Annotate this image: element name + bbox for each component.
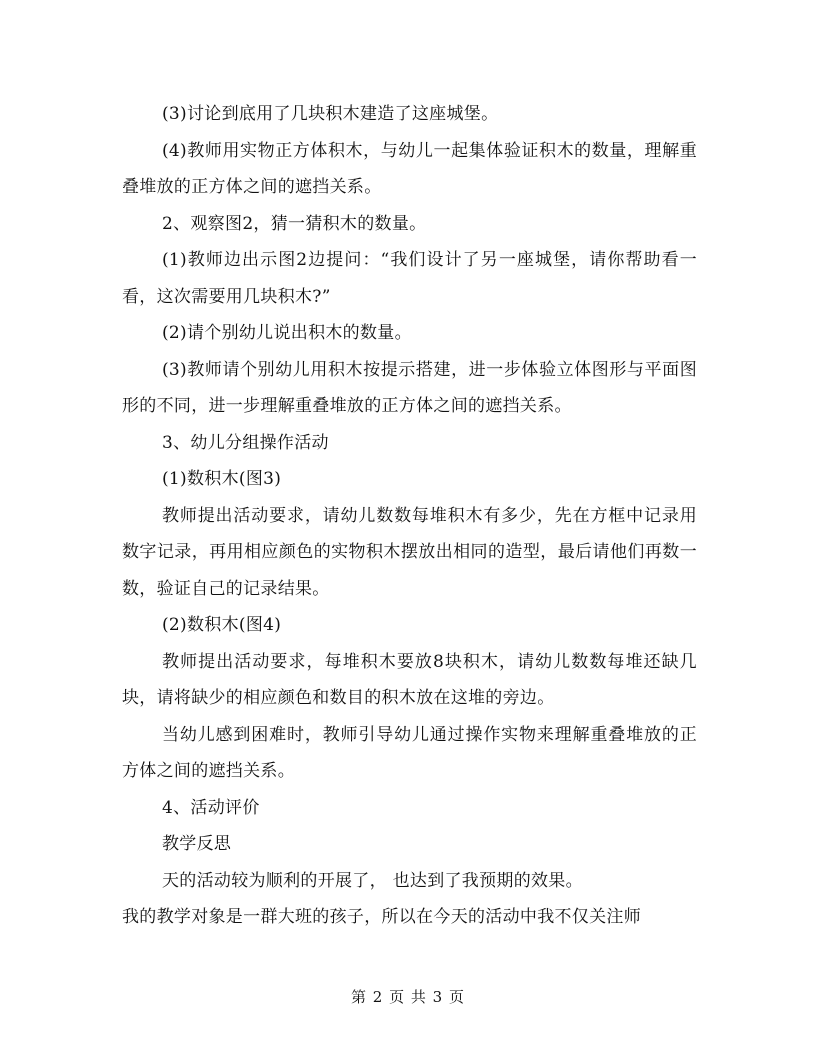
paragraph: (3)讨论到底用了几块积木建造了这座城堡。	[162, 104, 499, 124]
paragraph: (1)教师边出示图2边提问：“我们设计了另一座城堡，请你帮助看一看，这次需要用几块积木?”	[122, 250, 697, 307]
section-heading: 3、幼儿分组操作活动	[162, 432, 329, 453]
paragraph: (2)请个别幼儿说出积木的数量。	[162, 323, 412, 343]
total-pages-number: 3	[432, 988, 444, 1006]
document-body	[122, 96, 697, 936]
paragraph: (1)数积木(图3)	[162, 469, 282, 489]
section-heading: 教学反思	[162, 834, 232, 854]
page-label-prefix: 第	[350, 988, 367, 1006]
paragraph: (3)教师请个别幼儿用积木按提示搭建，进一步体验立体图形与平面图形的不同，进一步理解重叠堆放的正方体之间的遮挡关系。	[122, 359, 697, 416]
section-heading: 4、活动评价	[162, 797, 260, 818]
paragraph: (2)数积木(图4)	[162, 615, 282, 635]
paragraph: (4)教师用实物正方体积木，与幼儿一起集体验证积木的数量，理解重叠堆放的正方体之间的遮挡关系。	[122, 140, 697, 197]
paragraph: 我的教学对象是一群大班的孩子，所以在今天的活动中我不仅关注师	[122, 907, 641, 927]
current-page-number: 2	[372, 988, 384, 1006]
paragraph: 当幼儿感到困难时，教师引导幼儿通过操作实物来理解重叠堆放的正方体之间的遮挡关系。	[122, 724, 697, 781]
page-label-suffix: 页	[449, 988, 466, 1006]
page-label-mid: 页 共	[389, 988, 427, 1006]
paragraph: 天的活动较为顺利的开展了， 也达到了我预期的效果。	[162, 870, 583, 891]
paragraph: 教师提出活动要求，每堆积木要放8块积木，请幼儿数数每堆还缺几块，请将缺少的相应颜色和数目的积木放在这堆的旁边。	[122, 651, 697, 708]
paragraph: 2、观察图2，猜一猜积木的数量。	[162, 213, 427, 234]
page-footer	[0, 986, 816, 1007]
paragraph: 教师提出活动要求，请幼儿数数每堆积木有多少，先在方框中记录用数字记录，再用相应颜色的实物积木摆放出相同的造型，最后请他们再数一数，验证自己的记录结果。	[122, 505, 697, 599]
